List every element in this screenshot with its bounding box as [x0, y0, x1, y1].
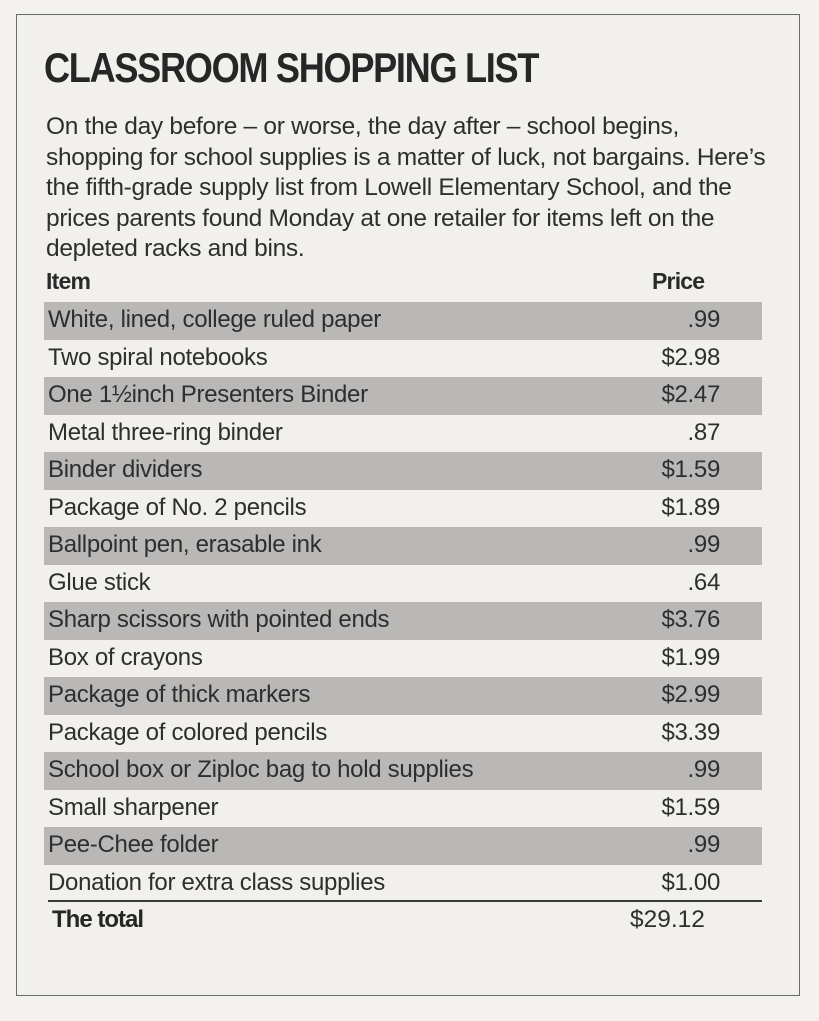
list-item: [44, 640, 762, 678]
item-price: $1.99: [661, 643, 720, 671]
item-name: Sharp scissors with pointed ends: [48, 606, 390, 633]
item-name: Metal three-ring binder: [48, 418, 283, 446]
item-price: $2.98: [661, 343, 720, 371]
item-price: .87: [687, 418, 720, 446]
item-price: $1.59: [661, 793, 720, 821]
list-item: [44, 340, 762, 378]
item-name: Pee-Chee folder: [48, 831, 219, 858]
list-item: [44, 865, 762, 903]
list-item: [44, 565, 762, 603]
item-price: .99: [687, 531, 720, 558]
list-item: [44, 602, 762, 640]
item-price: .64: [687, 568, 720, 596]
item-list: [44, 302, 762, 902]
item-price: .99: [687, 306, 720, 333]
total-value: $29.12: [630, 906, 705, 933]
item-name: Package of No. 2 pencils: [48, 493, 307, 521]
total-label: The total: [52, 906, 143, 933]
page-title: CLASSROOM SHOPPING LIST: [44, 44, 539, 91]
list-item: [44, 527, 762, 565]
item-name: Donation for extra class supplies: [48, 868, 385, 896]
item-name: Package of colored pencils: [48, 718, 328, 746]
item-name: Box of crayons: [48, 643, 203, 671]
item-name: Package of thick markers: [48, 681, 311, 708]
item-price: $1.89: [661, 493, 720, 521]
list-item: [44, 752, 762, 790]
item-price: $1.00: [661, 868, 720, 896]
item-name: White, lined, college ruled paper: [48, 306, 381, 333]
item-name: Glue stick: [48, 568, 151, 596]
list-item: [44, 377, 762, 415]
item-price: $3.39: [661, 718, 720, 746]
column-header-price: Price: [652, 268, 705, 294]
list-item: [44, 415, 762, 453]
item-price: $2.99: [661, 681, 720, 708]
item-name: Small sharpener: [48, 793, 219, 821]
list-item: [44, 715, 762, 753]
list-item: [44, 452, 762, 490]
item-name: One 1½inch Presenters Binder: [48, 381, 368, 408]
item-price: $1.59: [661, 456, 720, 483]
list-item: [44, 302, 762, 340]
item-name: Ballpoint pen, erasable ink: [48, 531, 322, 558]
item-name: Binder dividers: [48, 456, 203, 483]
list-item: [44, 790, 762, 828]
intro-paragraph: On the day before – or worse, the day after – school begins, shopping for school supplies is a matter of luck, not bargains. Here’s the fifth-grade supply list from Lowell Elementary School, and the prices parents found Monday at one retailer for items left on the depleted racks and bins.: [46, 113, 766, 262]
list-item: [44, 677, 762, 715]
item-price: .99: [687, 756, 720, 783]
item-price: $2.47: [661, 381, 720, 408]
list-item: [44, 490, 762, 528]
total-divider: [48, 900, 762, 902]
item-price: .99: [687, 831, 720, 858]
item-price: $3.76: [661, 606, 720, 633]
item-name: Two spiral notebooks: [48, 343, 268, 371]
column-header-item: Item: [46, 268, 91, 294]
item-name: School box or Ziploc bag to hold supplies: [48, 756, 474, 783]
list-item: [44, 827, 762, 865]
